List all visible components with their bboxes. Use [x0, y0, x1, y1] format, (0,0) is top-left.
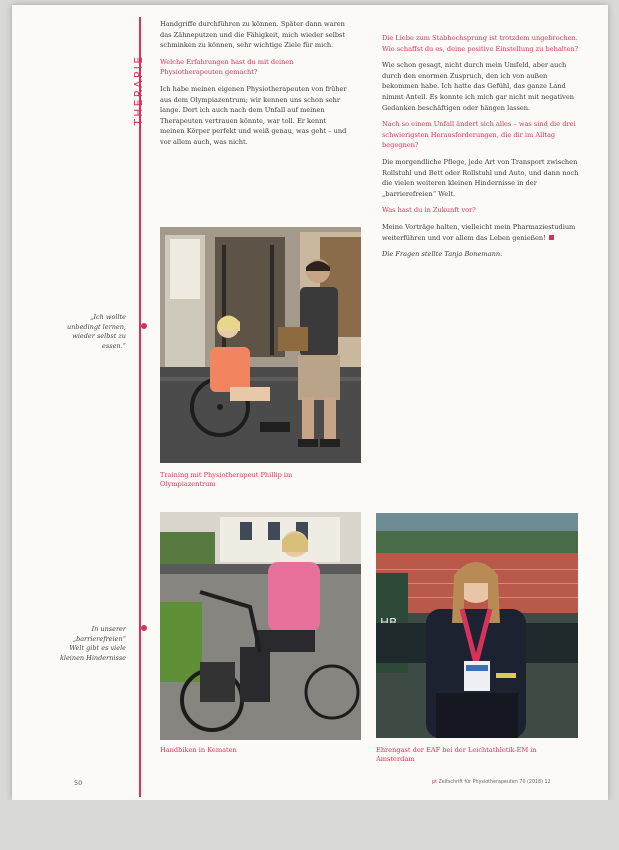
stadium-photo-icon: [376, 513, 578, 738]
section-label: THERAPIE: [133, 54, 145, 126]
paragraph-text: Meine Vorträge halten, vielleicht mein Pharmaziestudium weiterführen und vor allem das Leben genießen!: [382, 222, 576, 242]
footer-issue: 70 (2018) 12: [519, 780, 551, 785]
scan-background: [0, 800, 619, 850]
end-mark-icon: [549, 235, 554, 240]
handbike-photo-icon: [160, 512, 361, 740]
paragraph: Die morgendliche Pflege, jede Art von Transport zwischen Rollstuhl und Bett oder Rollstuhl und Auto, und dann noch die vielen weiteren kleinen Hindernisse in der „barrierefreien“ Welt.: [382, 157, 579, 198]
section-divider-line: [139, 17, 141, 797]
paragraph: Wie schon gesagt, nicht durch mein Umfeld, aber auch durch den enormen Zuspruch, den ich von außen bekommen habe. Ich hatte das Gefühl, das ganze Land nimmt Anteil. Es konnte ich mich gar nicht mit negativen Gedanken beschäftigen oder hängen lassen.: [382, 61, 574, 112]
page-number: 50: [74, 779, 83, 787]
magazine-page: [12, 5, 608, 800]
photo-caption: Ehrengast der EAF bei der Leichtathletik-EM in Amsterdam: [376, 746, 537, 763]
interview-question: Welche Erfahrungen hast du mit deinen Physiotherapeuten gemacht?: [160, 57, 294, 77]
pull-quote: In unserer „barrierefreien“ Welt gibt es viele kleinen Hindernisse: [59, 625, 126, 662]
handbike-photo: [160, 512, 361, 740]
quote-dot-icon: [141, 625, 147, 631]
guest-photo: [376, 513, 578, 738]
paragraph: [382, 222, 584, 243]
paragraph: Handgriffe durchführen zu können. Später dann waren das Zähneputzen und die Fähigkeit, mich wieder selbst schminken zu können, sehr wichtige Ziele für mich.: [160, 20, 346, 50]
interview-question: Die Liebe zum Stabhochsprung ist trotzdem ungebrochen. Wie schaffst du es, deine positive Einstellung zu behalten?: [382, 34, 579, 53]
right-text-column: [382, 33, 584, 266]
training-photo: [160, 227, 361, 463]
interview-credit: Die Fragen stellte Tanja Bonemann.: [382, 250, 503, 259]
footer-prefix: pt: [432, 780, 437, 785]
interview-question: Was hast du in Zukunft vor?: [382, 206, 476, 215]
paragraph: Ich habe meinen eigenen Physiotherapeuten von früher aus dem Olympiazentrum; wir kennen uns schon sehr lange. Dort ich auch nach dem Unfall auf meinen Therapeuten vertrauen könnte, war toll. Er kennt meinen Körper perfekt und weiß genau, was geht – und vor allem auch, was nicht.: [160, 84, 347, 146]
photo-caption: Training mit Physiotherapeut Phillip im Olympiazentrum: [160, 471, 293, 488]
quote-dot-icon: [141, 323, 147, 329]
footer-title: Zeitschrift für Physiotherapeuten: [438, 780, 518, 785]
photo-caption: Handbiken in Kematen: [160, 746, 237, 754]
footer-publication: [432, 780, 551, 785]
pull-quote: „Ich wollte unbedingt lernen, wieder selbst zu essen.“: [67, 313, 126, 350]
interview-question: Nach so einem Unfall ändert sich alles – was sind die drei schwierigsten Herausforderungen, die dir im Alltag begegnen?: [382, 120, 576, 150]
left-text-column: [160, 19, 348, 154]
physiotherapy-photo-icon: [160, 227, 361, 463]
